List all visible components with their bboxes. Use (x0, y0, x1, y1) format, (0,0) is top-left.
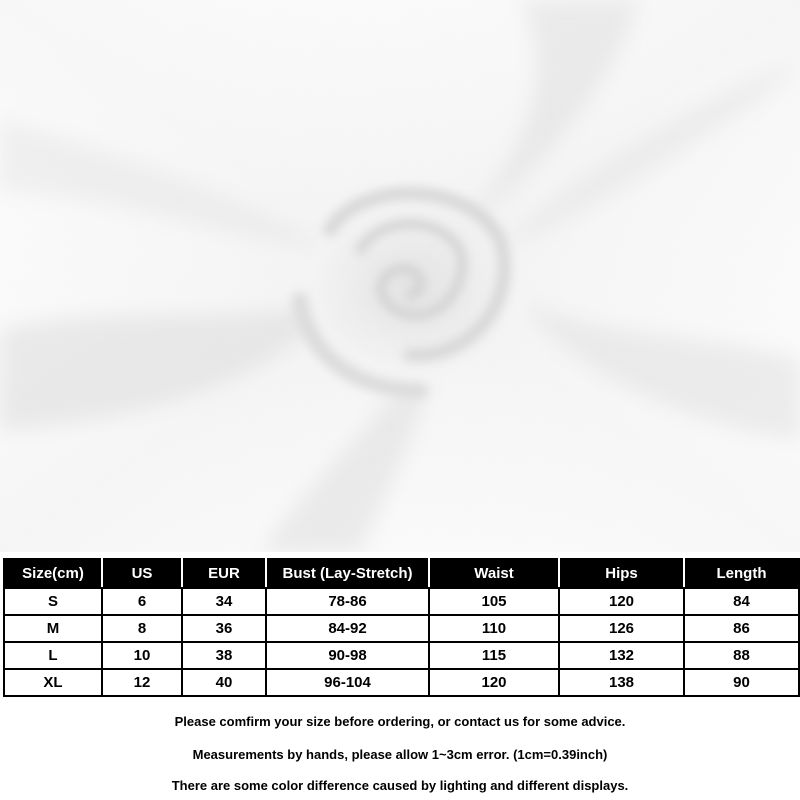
cell-waist: 110 (429, 615, 559, 642)
cell-hips: 126 (559, 615, 684, 642)
cell-eur: 36 (182, 615, 266, 642)
cell-waist: 120 (429, 669, 559, 696)
header-us: US (102, 559, 182, 588)
cell-size: S (4, 588, 102, 615)
cell-us: 12 (102, 669, 182, 696)
cell-hips: 132 (559, 642, 684, 669)
cell-bust: 84-92 (266, 615, 429, 642)
cell-eur: 34 (182, 588, 266, 615)
cell-size: L (4, 642, 102, 669)
cell-size: XL (4, 669, 102, 696)
table-row (4, 588, 799, 615)
table-row (4, 615, 799, 642)
cell-waist: 105 (429, 588, 559, 615)
cell-length: 86 (684, 615, 799, 642)
cell-eur: 40 (182, 669, 266, 696)
cell-length: 88 (684, 642, 799, 669)
cell-us: 8 (102, 615, 182, 642)
cell-us: 10 (102, 642, 182, 669)
table-row (4, 669, 799, 696)
cell-bust: 78-86 (266, 588, 429, 615)
header-size: Size(cm) (4, 559, 102, 588)
note-confirm-size: Please comfirm your size before ordering, or contact us for some advice. (174, 714, 626, 729)
note-color-difference: There are some color difference caused by lighting and different displays. (171, 778, 629, 793)
cell-bust: 96-104 (266, 669, 429, 696)
cell-length: 90 (684, 669, 799, 696)
note-measurement-error: Measurements by hands, please allow 1~3cm error. (1cm=0.39inch) (192, 747, 608, 762)
header-hips: Hips (559, 559, 684, 588)
header-bust: Bust (Lay-Stretch) (266, 559, 429, 588)
table-header-row (4, 559, 799, 588)
cell-waist: 115 (429, 642, 559, 669)
cell-eur: 38 (182, 642, 266, 669)
cell-us: 6 (102, 588, 182, 615)
cell-hips: 138 (559, 669, 684, 696)
header-waist: Waist (429, 559, 559, 588)
cell-hips: 120 (559, 588, 684, 615)
size-chart-table (3, 558, 800, 697)
header-length: Length (684, 559, 799, 588)
header-eur: EUR (182, 559, 266, 588)
cell-bust: 90-98 (266, 642, 429, 669)
cell-length: 84 (684, 588, 799, 615)
table-row (4, 642, 799, 669)
cell-size: M (4, 615, 102, 642)
